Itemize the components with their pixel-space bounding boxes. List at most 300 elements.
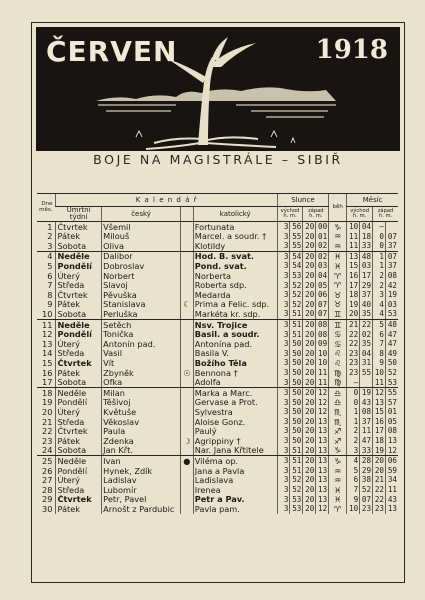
czech-name: Perluška [102,309,181,319]
catholic-name: Agrippiny † [193,436,277,446]
calendar-row [37,241,398,251]
catholic-name: Hod. B. svat. [193,251,277,261]
sunrise-minute: 55 [290,232,303,242]
weekday: Pondělí [56,330,102,340]
moonset-hour: 4 [373,309,386,319]
czech-name: Stanislava [102,300,181,310]
calendar-row [37,407,398,417]
col-moon-set-units: h. m. [378,213,393,219]
moonrise-minute: 48 [360,251,373,261]
moonset-hour: 16 [373,417,386,427]
moonset-minute: 57 [385,398,398,408]
day-number: 24 [37,446,56,456]
moonset-minute: 07 [385,232,398,242]
moonrise-minute: 18 [360,232,373,242]
calendar-row [37,378,398,388]
sunrise-hour: 3 [277,241,290,251]
moon-phase-symbol: ☽ [181,436,194,446]
col-moon-rise-units: h. m. [353,213,367,219]
sunrise-hour: 3 [277,407,290,417]
month-title: ČERVEN [46,35,178,68]
sunset-minute: 13 [316,436,329,446]
moonrise-minute: 08 [360,407,373,417]
moonrise-hour: 18 [347,290,360,300]
sunset-hour: 20 [303,251,316,261]
sunset-minute: 07 [316,309,329,319]
sunset-minute: 01 [316,232,329,242]
moonset-hour: 12 [373,388,386,398]
sunset-hour: 20 [303,368,316,378]
day-number: 23 [42,436,53,446]
moon-phase-symbol [181,407,194,417]
zodiac-sign: ♐ [329,436,347,446]
sunrise-minute: 52 [290,485,303,495]
day-number: 28 [42,485,53,495]
catholic-name: Klotildy [193,241,277,251]
zodiac-sign: ♑ [329,456,347,466]
col-tydni [56,207,102,222]
sunset-hour: 20 [303,349,316,359]
moon-phase-symbol [181,251,194,261]
sunset-hour: 20 [303,222,316,232]
moonrise-minute: 17 [360,271,373,281]
calendar-row [37,466,398,476]
weekday: Sobota [56,241,102,251]
czech-name: Ladislav [102,475,181,485]
calendar-row [37,232,398,242]
moonset-hour: 2 [373,281,386,291]
moonrise-hour: 6 [347,475,360,485]
sunset-hour: 20 [303,466,316,476]
moonset-hour: 19 [373,446,386,456]
calendar-row [37,222,398,232]
moonset-minute: 42 [385,281,398,291]
moonset-hour: 2 [373,271,386,281]
sunset-minute: 13 [316,417,329,427]
weekday: Čtvrtek [56,290,102,300]
day-number: 6 [47,270,53,281]
weekday: Čtvrtek [56,495,102,505]
sunrise-minute: 51 [290,309,303,319]
moonrise-minute: 33 [360,241,373,251]
sunset-hour: 20 [303,330,316,340]
sunset-minute: 10 [316,349,329,359]
moonset-hour: 20 [373,456,386,466]
moonset-minute: 53 [385,309,398,319]
col-sun-set-units: h. m. [309,213,323,219]
zodiac-sign: ♊ [329,309,347,319]
sunset-minute: 00 [316,222,329,232]
moonset-minute: 47 [385,330,398,340]
day-number: 1 [47,221,53,232]
catholic-name: Prima a Felic. sdp. [193,300,277,310]
sunrise-hour: 3 [277,388,290,398]
sunrise-hour: 3 [277,349,290,359]
catholic-name: Gervase a Prot. [193,398,277,408]
moonrise-hour: 17 [347,281,360,291]
moonrise-minute: 52 [360,485,373,495]
moonrise-hour: 0 [347,398,360,408]
moon-phase-symbol [181,309,194,319]
sunset-hour: 20 [303,281,316,291]
sunrise-minute: 50 [290,436,303,446]
czech-name: Vasil [102,349,181,359]
moonset-hour: 4 [373,300,386,310]
catholic-name: Viléma op. [193,456,277,466]
sunset-minute: 13 [316,466,329,476]
sunset-hour: 20 [303,417,316,427]
weekday: Sobota [56,446,102,456]
sunset-minute: 08 [316,319,329,329]
moon-phase-symbol [181,446,194,456]
moonset-minute: 48 [385,319,398,329]
group-mesic: Měsíc [347,194,398,207]
sunrise-minute: 52 [290,281,303,291]
moonrise-minute: 23 [360,504,373,514]
weekday: Čtvrtek [56,222,102,232]
sunset-hour: 20 [303,319,316,329]
moon-phase-symbol [181,319,194,329]
calendar-body [37,222,398,514]
moonrise-hour: 2 [347,426,360,436]
col-symbol [181,207,194,222]
zodiac-sign: ♈ [329,271,347,281]
moonset-hour: 0 [373,232,386,242]
weekday: Úterý [56,475,102,485]
czech-name: Arnošt z Pardubic [102,504,181,514]
zodiac-sign: ♎ [329,398,347,408]
catholic-name: Norberta [193,271,277,281]
moonset-minute: 43 [385,495,398,505]
moonset-hour: 8 [373,349,386,359]
catholic-name: Roberta sdp. [193,281,277,291]
moonrise-minute: 31 [360,358,373,368]
sunset-minute: 06 [316,290,329,300]
calendar-row [37,485,398,495]
sunrise-hour: 3 [277,398,290,408]
sunset-hour: 20 [303,290,316,300]
moonrise-hour: 7 [347,485,360,495]
subtitle: BOJE NA MAGISTRÁLE – SIBIŘ [93,152,343,167]
catholic-name: Sylvestra [193,407,277,417]
czech-name: Slavoj [102,281,181,291]
calendar-row [37,368,398,378]
calendar-row [37,426,398,436]
moonrise-hour: 19 [347,300,360,310]
sunrise-minute: 50 [290,368,303,378]
moonset-minute: 12 [385,446,398,456]
moonset-minute: 59 [385,466,398,476]
moonset-hour: 1 [373,261,386,271]
czech-name: Zbyněk [102,368,181,378]
sunrise-hour: 3 [277,232,290,242]
moon-phase-symbol [181,271,194,281]
sunrise-hour: 3 [277,436,290,446]
sunrise-minute: 52 [290,290,303,300]
catholic-name: Nar. Jana Křtitele [193,446,277,456]
sunset-minute: 11 [316,378,329,388]
sunrise-minute: 51 [290,319,303,329]
moon-phase-symbol [181,281,194,291]
sunrise-hour: 3 [277,475,290,485]
moonrise-hour: 2 [347,436,360,446]
moonrise-minute: 03 [360,261,373,271]
moonset-minute: 37 [385,241,398,251]
calendar-row [37,417,398,427]
sunset-minute: 10 [316,358,329,368]
weekday: Středa [56,349,102,359]
zodiac-sign: ♒ [329,241,347,251]
day-number: 22 [42,426,53,437]
calendar-row [37,309,398,319]
day-number: 2 [47,231,53,242]
zodiac-sign: ♒ [329,466,347,476]
day-number: 21 [42,416,53,427]
sunrise-minute: 54 [290,251,303,261]
sunrise-hour: 3 [277,504,290,514]
moonrise-hour: 16 [347,271,360,281]
day-number: 25 [42,455,53,466]
sunrise-hour: 3 [277,300,290,310]
calendar-row [37,281,398,291]
weekday: Neděle [56,456,102,466]
col-tydni-label: týdní [69,213,88,221]
czech-name: Ivan [102,456,181,466]
catholic-name: Nsv. Trojice [193,319,277,329]
moon-phase-symbol [181,426,194,436]
moonrise-minute: 22 [360,319,373,329]
zodiac-sign: ♐ [329,426,347,436]
sunset-minute: 13 [316,446,329,456]
moonrise-minute: 40 [360,300,373,310]
day-number: 3 [37,241,56,251]
sunrise-minute: 51 [290,456,303,466]
catholic-name: Pavla pam. [193,504,277,514]
sunrise-hour: 3 [277,319,290,329]
sunset-hour: 20 [303,300,316,310]
czech-name: Oliva [102,241,181,251]
moonset-minute: 13 [385,436,398,446]
day-number: 18 [42,387,53,398]
czech-name: Petr, Pavel [102,495,181,505]
moonset-minute: 37 [385,261,398,271]
sunset-minute: 12 [316,388,329,398]
catholic-name: Marka a Marc. [193,388,277,398]
sunset-minute: 11 [316,368,329,378]
day-number: 10 [37,309,56,319]
moon-phase-symbol [181,495,194,505]
sunset-minute: 13 [316,475,329,485]
sunrise-minute: 50 [290,426,303,436]
catholic-name: Antonína pad. [193,339,277,349]
moonset-hour: 0 [373,241,386,251]
moonrise-hour: 15 [347,261,360,271]
moonrise-hour: 21 [347,319,360,329]
moonset-hour: 9 [373,358,386,368]
moonrise-hour: 20 [347,309,360,319]
day-number: 26 [42,465,53,476]
zodiac-sign: ♌ [329,349,347,359]
col-sun-rise [277,207,303,222]
moonrise-minute: 07 [360,495,373,505]
sunset-minute: 08 [316,330,329,340]
calendar-row [37,330,398,340]
czech-name: Tonička [102,330,181,340]
moonrise-hour: 5 [347,466,360,476]
moon-phase-symbol: ☉ [181,368,194,378]
czech-name: Dobroslav [102,261,181,271]
moonset-minute: 08 [385,271,398,281]
moonset-hour: 11 [373,378,386,388]
sunrise-minute: 55 [290,241,303,251]
calendar-row [37,495,398,505]
sunset-minute: 02 [316,241,329,251]
czech-name: Zdenka [102,436,181,446]
sunrise-hour: 3 [277,290,290,300]
moon-phase-symbol: ● [181,456,194,466]
moonset-minute: 53 [385,378,398,388]
weekday: Pondělí [56,261,102,271]
col-umrtni-label: Úmrtní [66,206,91,214]
calendar-row [37,271,398,281]
weekday: Pátek [56,504,102,514]
sunrise-hour: 3 [277,368,290,378]
calendar-row [37,251,398,261]
czech-name: Setěch [102,319,181,329]
calendar-row [37,456,398,466]
day-number: 15 [42,358,53,368]
weekday: Neděle [56,388,102,398]
moonrise-minute: 37 [360,417,373,427]
sunset-hour: 20 [303,456,316,466]
moonset-hour: 21 [373,475,386,485]
sunset-minute: 12 [316,407,329,417]
sunset-hour: 20 [303,485,316,495]
sunrise-hour: 3 [277,466,290,476]
catholic-name: Basila V. [193,349,277,359]
day-number: 19 [42,397,53,408]
czech-name: Milan [102,388,181,398]
sunset-hour: 20 [303,436,316,446]
czech-name: Vít [102,358,181,368]
moon-phase-symbol [181,398,194,408]
calendar-row [37,349,398,359]
moonrise-minute: 35 [360,339,373,349]
calendar-row [37,319,398,329]
weekday: Sobota [56,309,102,319]
col-moon-set [373,207,398,222]
day-number: 16 [42,367,53,378]
sunrise-minute: 50 [290,417,303,427]
moonrise-hour: 1 [347,407,360,417]
sunrise-hour: 3 [277,281,290,291]
zodiac-sign: ♈ [329,504,347,514]
col-sun-rise-units: h. m. [283,213,297,219]
catholic-name: Ladislava [193,475,277,485]
sunset-hour: 20 [303,495,316,505]
moonrise-hour: 0 [347,388,360,398]
header-banner [36,27,400,151]
col-zodiac: běh [329,194,347,222]
moonset-hour: 18 [373,436,386,446]
sunset-hour: 20 [303,232,316,242]
weekday: Neděle [56,319,102,329]
moon-phase-symbol [181,475,194,485]
moonrise-minute: 35 [360,309,373,319]
moon-phase-symbol [181,330,194,340]
catholic-name: Petr a Pav. [193,495,277,505]
moonset-hour: 22 [373,495,386,505]
moonrise-hour: 23 [347,368,360,378]
catholic-name: Božího Těla [193,358,277,368]
moonset-minute: 47 [385,339,398,349]
weekday: Úterý [56,271,102,281]
calendar-row [37,504,398,514]
group-kalendar: K a l e n d á ř [56,194,277,207]
sunset-minute: 12 [316,398,329,408]
moonrise-minute: 47 [360,436,373,446]
day-number: 7 [47,280,53,291]
day-number: 12 [42,329,53,340]
moon-phase-symbol [181,222,194,232]
moonrise-minute: 37 [360,290,373,300]
calendar-row [37,290,398,300]
weekday: Středa [56,417,102,427]
sunset-hour: 20 [303,398,316,408]
sunset-hour: 20 [303,407,316,417]
moonset-minute: 55 [385,388,398,398]
czech-name: Paula [102,426,181,436]
col-katolicky: katolický [193,207,277,222]
sunrise-hour: 3 [277,309,290,319]
weekday: Sobota [56,378,102,388]
zodiac-sign: ♏ [329,407,347,417]
calendar-row [37,261,398,271]
catholic-name: Marcel. a soudr. † [193,232,277,242]
calendar-row [37,398,398,408]
sunrise-minute: 50 [290,378,303,388]
moon-phase-symbol [181,290,194,300]
czech-name: Věkoslav [102,417,181,427]
moonset-hour: 22 [373,485,386,495]
day-number: 29 [42,494,53,505]
moonrise-minute: 11 [360,426,373,436]
sunrise-minute: 54 [290,261,303,271]
sunset-hour: 20 [303,378,316,388]
col-sun-rise-label: východ [280,207,300,214]
czech-name: Pěvuška [102,290,181,300]
sunrise-minute: 53 [290,504,303,514]
day-number: 20 [42,407,53,417]
moonrise-hour: 13 [347,251,360,261]
moonrise-hour: 23 [347,349,360,359]
moon-phase-symbol: ☾ [181,300,194,310]
sunrise-minute: 52 [290,475,303,485]
weekday: Pondělí [56,466,102,476]
zodiac-sign: ♋ [329,339,347,349]
sunset-minute: 04 [316,271,329,281]
moon-phase-symbol [181,417,194,427]
moonset-hour: 13 [373,398,386,408]
col-moon-rise-label: východ [350,207,370,214]
sunset-minute: 12 [316,504,329,514]
day-number: 30 [42,504,53,514]
zodiac-sign: ♑ [329,446,347,456]
weekday: Středa [56,281,102,291]
czech-name: Norbert [102,271,181,281]
calendar-row [37,436,398,446]
moonrise-minute: 04 [360,349,373,359]
